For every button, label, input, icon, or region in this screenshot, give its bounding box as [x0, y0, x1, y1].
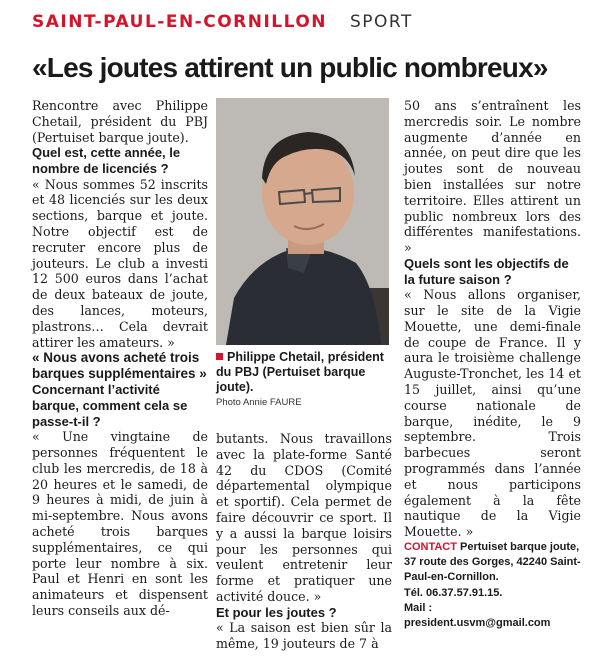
rubric-label: SPORT — [349, 12, 413, 32]
contact-address: Pertuiset barque joute, 37 route des Gorges, 42240 Saint-Paul-en-Cornillon. — [404, 541, 581, 584]
section-header — [32, 12, 413, 32]
question-joutes: Et pour les joutes ? — [216, 604, 337, 620]
column-3 — [404, 98, 581, 540]
contact-mail-label: Mail : — [404, 601, 433, 614]
intro-text: Rencontre avec Philippe Chetail, président du PBJ (Pertuiset barque joute). — [32, 98, 208, 145]
photo-caption — [216, 350, 396, 408]
question-licencies: Quel est, cette année, le nombre de licenciés ? — [32, 145, 181, 176]
answer-barque: « Une vingtaine de personnes fréquentent le club les mercredis, de 18 à 20 heures et le samedi, de 9 heures à midi, de juin à mi-septembre. Nous avons acheté trois barques supplémentaires, ce qui porte leur nombre à six. Paul et Henri en sont les animateurs et dispensent leurs conseils aux dé- — [32, 429, 208, 618]
contact-phone: Tél. 06.37.57.91.15. — [404, 586, 503, 599]
contact-mail: president.usvm@gmail.com — [404, 617, 551, 630]
answer-joutes: « La saison est bien sûr la même, 19 jouteurs de 7 à — [216, 620, 392, 652]
answer-objectifs: « Nous allons organiser, sur le site de la Vigie Mouette, une demi-finale de coupe de France. Il y aura le troisième challenge Auguste-Tronchet, les 14 et 15 juillet, ainsi qu’une course nationale de barque, inédite, le 9 septembre. Trois barbecues seront programmés dans l’année et nous participons également à la fête nautique de la Vigie Mouette. » — [404, 287, 581, 540]
caption-text: Philippe Chetail, président du PBJ (Pertuiset barque joute). — [216, 350, 384, 394]
column-2 — [216, 431, 392, 652]
column-1 — [32, 98, 208, 619]
answer-joutes-continued: 50 ans s’entraînent les mercredis soir. Le nombre augmente d’année en année, on peut dire que les joutes sont de nouveau bien installées sur notre territoire. Elles attirent un public nombreux lors des différentes manifestations. » — [404, 98, 581, 256]
question-objectifs: Quels sont les objectifs de la future saison ? — [404, 255, 569, 287]
contact-block — [404, 540, 584, 631]
contact-label: CONTACT — [404, 541, 457, 553]
question-barque: Concernant l’activité barque, comment cela se passe-t-il ? — [32, 382, 188, 429]
photo-credit: Photo Annie FAURE — [216, 397, 302, 408]
location-label: SAINT-PAUL-EN-CORNILLON — [32, 12, 328, 32]
portrait-photo — [216, 98, 389, 345]
man-portrait-icon — [216, 98, 389, 345]
article-title: «Les joutes attirent un public nombreux» — [32, 52, 548, 83]
answer-barque-continued: butants. Nous travaillons avec la plate-forme Santé 42 du CDOS (Comité départemental olympique et sportif). Cela permet de faire découvrir ce sport. Il y a aussi la barque loisirs pour les personnes qui veulent entretenir leur forme et pratiquer une activité douce. » — [216, 431, 392, 604]
subheading: « Nous avons acheté trois barques supplémentaires » — [32, 350, 207, 382]
caption-bullet-icon — [216, 353, 223, 360]
answer-licencies: « Nous sommes 52 inscrits et 48 licenciés sur les deux sections, barque et joute. Notre objectif est de recruter encore plus de jouteurs. Le club a investi 12 500 euros dans l’achat de deux bateaux de joute, des lances, moteurs, plastrons… Cela devrait attirer les amateurs. » — [32, 176, 208, 350]
